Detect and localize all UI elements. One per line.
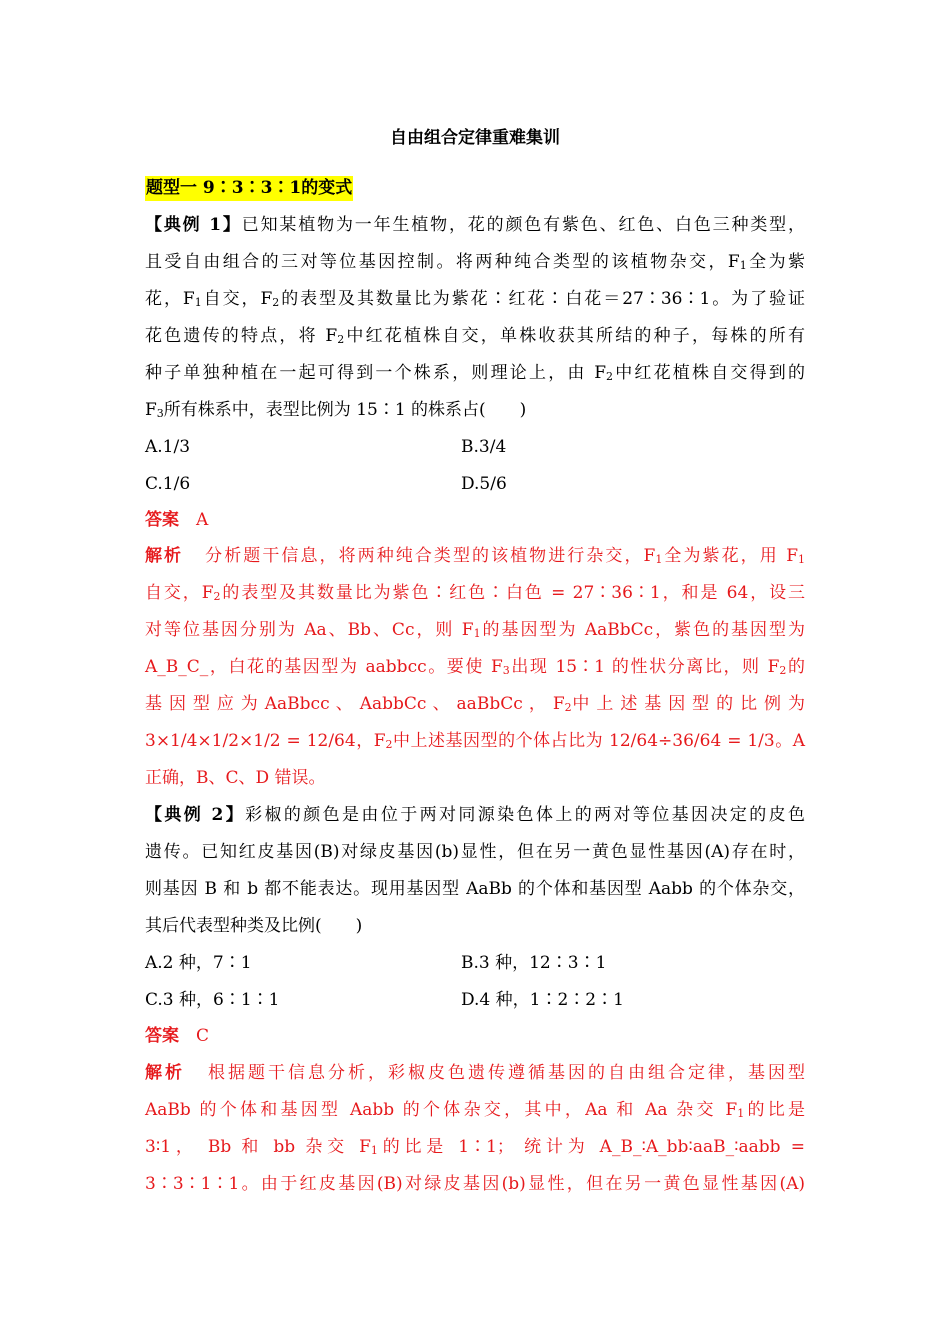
ex2-line-3: 则基因 B 和 b 都不能表达。现用基因型 AaBb 的个体和基因型 Aabb 的个体杂交， <box>145 879 805 899</box>
ex1-analysis-label: 解析 <box>145 546 184 566</box>
ex1-analysis-line-4: A_B_C_，白花的基因型为 aabbcc。要使 $F_3$出现 15∶1 的性状分离比，则 $F_2$的 <box>145 657 805 677</box>
ex1-analysis-line-5: 基 因 型 应 为 AaBbcc 、 AabbCc 、 aaBbCc ， $F_2$中 上 述 基 因 型 的 比 例 为 <box>145 694 805 714</box>
ex2-line-2: 遗传。已知红皮基因(B)对绿皮基因(b)显性，但在另一黄色显性基因(A)存在时， <box>145 842 805 862</box>
page-title: 自由组合定律重难集训 <box>390 128 560 148</box>
ex1-analysis-line-3: 对等位基因分别为 Aa、Bb、Cc，则 $F_1$的基因型为 AaBbCc，紫色的基因型为 <box>145 620 805 640</box>
ex1-line-2: 且受自由组合的三对等位基因控制。将两种纯合类型的该植物杂交，$F_1$全为紫 <box>145 252 806 272</box>
ex1-line-5: 种子单独种植在一起可得到一个株系，则理论上，由 $F_2$中红花植株自交得到的 <box>145 363 805 383</box>
ex2-option-b: B.3 种，12∶3∶1 <box>461 953 607 973</box>
ex1-answer: 答案 A <box>145 510 209 530</box>
ex1-analysis-line-1: 解析 分析题干信息，将两种纯合类型的该植物进行杂交，$F_1$全为紫花，用 $F_1$ <box>145 546 806 566</box>
ex2-option-a: A.2 种，7∶1 <box>145 953 252 973</box>
ex2-analysis-line-2: AaBb 的个体和基因型 Aabb 的个体杂交，其中，Aa 和 Aa 杂交 $F_1$的比是 <box>145 1100 806 1120</box>
ex2-analysis-line-3: 3∶1， Bb 和 bb 杂交 $F_1$的比是 1∶1； 统计为 A_B_∶A_bb∶aaB_∶aabb = <box>145 1137 805 1157</box>
ex1-option-a: A.1/3 <box>145 437 191 457</box>
ex1-line-4: 花色遗传的特点，将 $F_2$中红花植株自交，单株收获其所结的种子，每株的所有 <box>145 326 805 346</box>
ex2-analysis-label: 解析 <box>145 1063 185 1083</box>
ex2-line-1: 【典例 2】彩椒的颜色是由位于两对同源染色体上的两对等位基因决定的皮色 <box>145 805 806 825</box>
ex2-analysis-line-4: 3∶3∶1∶1。由于红皮基因(B)对绿皮基因(b)显性，但在另一黄色显性基因(A) <box>145 1174 805 1194</box>
ex2-option-c: C.3 种，6∶1∶1 <box>145 990 280 1010</box>
ex1-line-6: $F_3$所有株系中，表型比例为 15∶1 的株系占( ) <box>145 400 527 420</box>
ex1-option-c: C.1/6 <box>145 474 191 494</box>
ex2-analysis-line-1: 解析 根据题干信息分析，彩椒皮色遗传遵循基因的自由组合定律，基因型 <box>145 1063 805 1083</box>
ex2-option-d: D.4 种，1∶2∶2∶1 <box>461 990 624 1010</box>
section-heading: 题型一 9∶3∶3∶1的变式 <box>145 176 353 201</box>
ex1-line-3: 花，$F_1$自交，$F_2$的表型及其数量比为紫花∶红花∶白花＝27∶36∶1。为了验证 <box>145 289 805 309</box>
ex2-answer: 答案 C <box>145 1026 210 1046</box>
ex1-line-1: 【典例 1】已知某植物为一年生植物，花的颜色有紫色、红色、白色三种类型， <box>145 215 805 235</box>
ex1-analysis-line-7: 正确，B、C、D 错误。 <box>145 768 326 788</box>
ex2-label: 【典例 2】 <box>145 805 246 825</box>
ex2-line-4: 其后代表型种类及比例( ) <box>145 916 363 936</box>
ex1-analysis-line-2: 自交，$F_2$的表型及其数量比为紫色∶红色∶白色 = 27∶36∶1，和是 64，设三 <box>145 583 806 603</box>
ex1-label: 【典例 1】 <box>145 215 242 235</box>
ex1-option-b: B.3/4 <box>461 437 507 457</box>
ex1-analysis-line-6: 3×1/4×1/2×1/2 = 12/64，$F_2$中上述基因型的个体占比为 12/64÷36/64 = 1/3。A <box>145 731 805 751</box>
ex1-option-d: D.5/6 <box>461 474 507 494</box>
